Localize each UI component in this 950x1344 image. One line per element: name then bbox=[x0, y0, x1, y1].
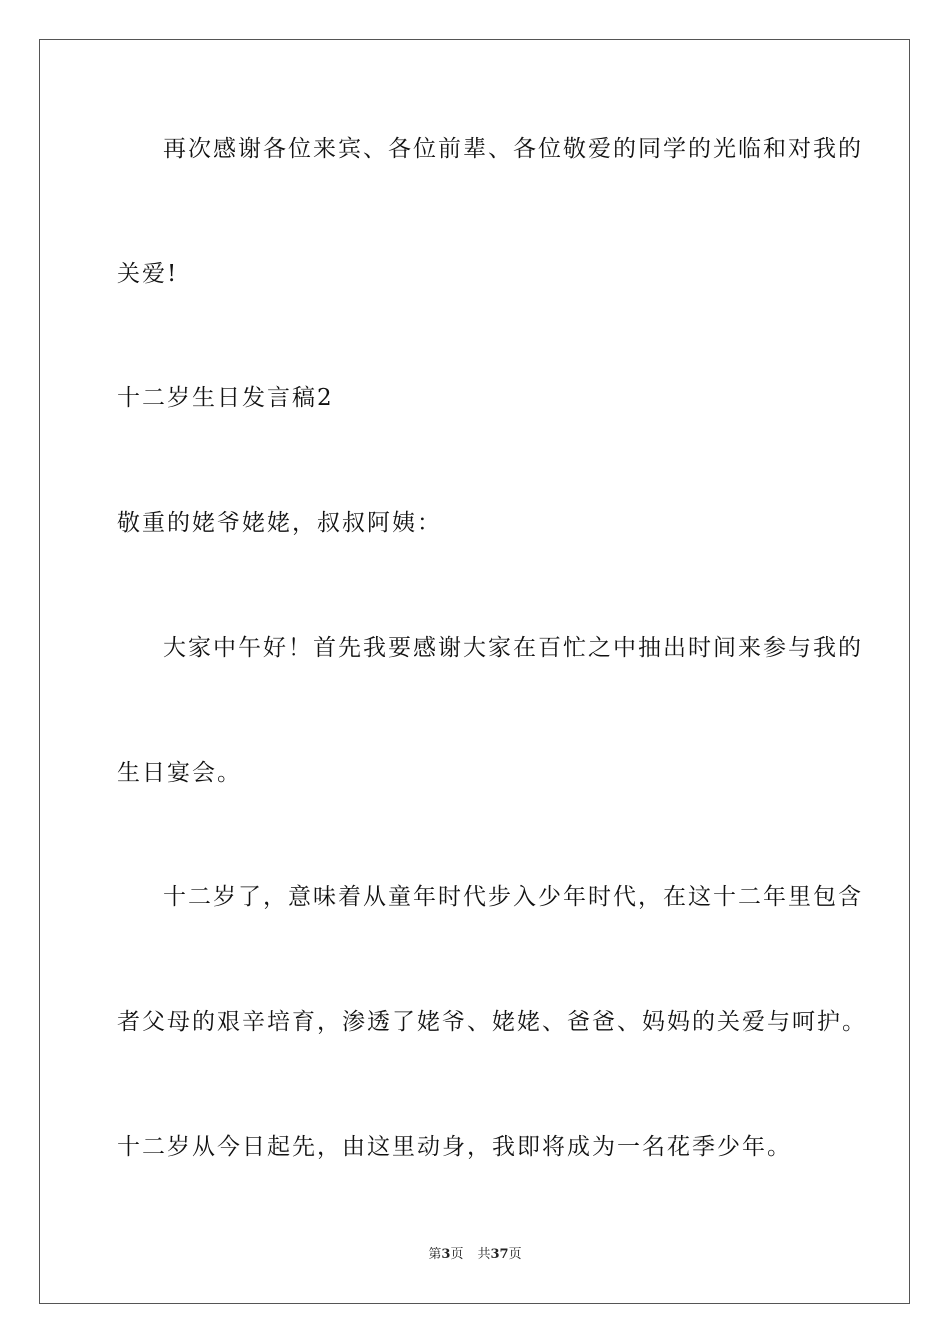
paragraph-line: 者父母的艰辛培育，渗透了姥爷、姥姥、爸爸、妈妈的关爱与呵护。 bbox=[117, 1009, 867, 1035]
paragraph-line: 生日宴会。 bbox=[117, 760, 242, 786]
total-prefix: 共 bbox=[477, 1247, 491, 1262]
section-heading: 十二岁生日发言稿2 bbox=[117, 385, 334, 411]
paragraph-line: 十二岁了，意味着从童年时代步入少年时代，在这十二年里包含 bbox=[163, 884, 863, 910]
paragraph-line: 关爱! bbox=[117, 261, 179, 287]
page-prefix: 第 bbox=[428, 1247, 442, 1262]
page-footer bbox=[0, 1246, 950, 1264]
paragraph-line: 再次感谢各位来宾、各位前辈、各位敬爱的同学的光临和对我的 bbox=[163, 136, 863, 162]
paragraph-line: 大家中午好！首先我要感谢大家在百忙之中抽出时间来参与我的 bbox=[163, 635, 863, 661]
total-pages: 37 bbox=[490, 1247, 509, 1262]
salutation: 敬重的姥爷姥姥，叔叔阿姨： bbox=[117, 510, 442, 536]
paragraph-line: 十二岁从今日起先，由这里动身，我即将成为一名花季少年。 bbox=[117, 1134, 792, 1160]
page-border bbox=[39, 39, 910, 1304]
total-suffix: 页 bbox=[508, 1247, 522, 1262]
page-number: 3 bbox=[441, 1247, 451, 1262]
page-suffix: 页 bbox=[450, 1247, 464, 1262]
